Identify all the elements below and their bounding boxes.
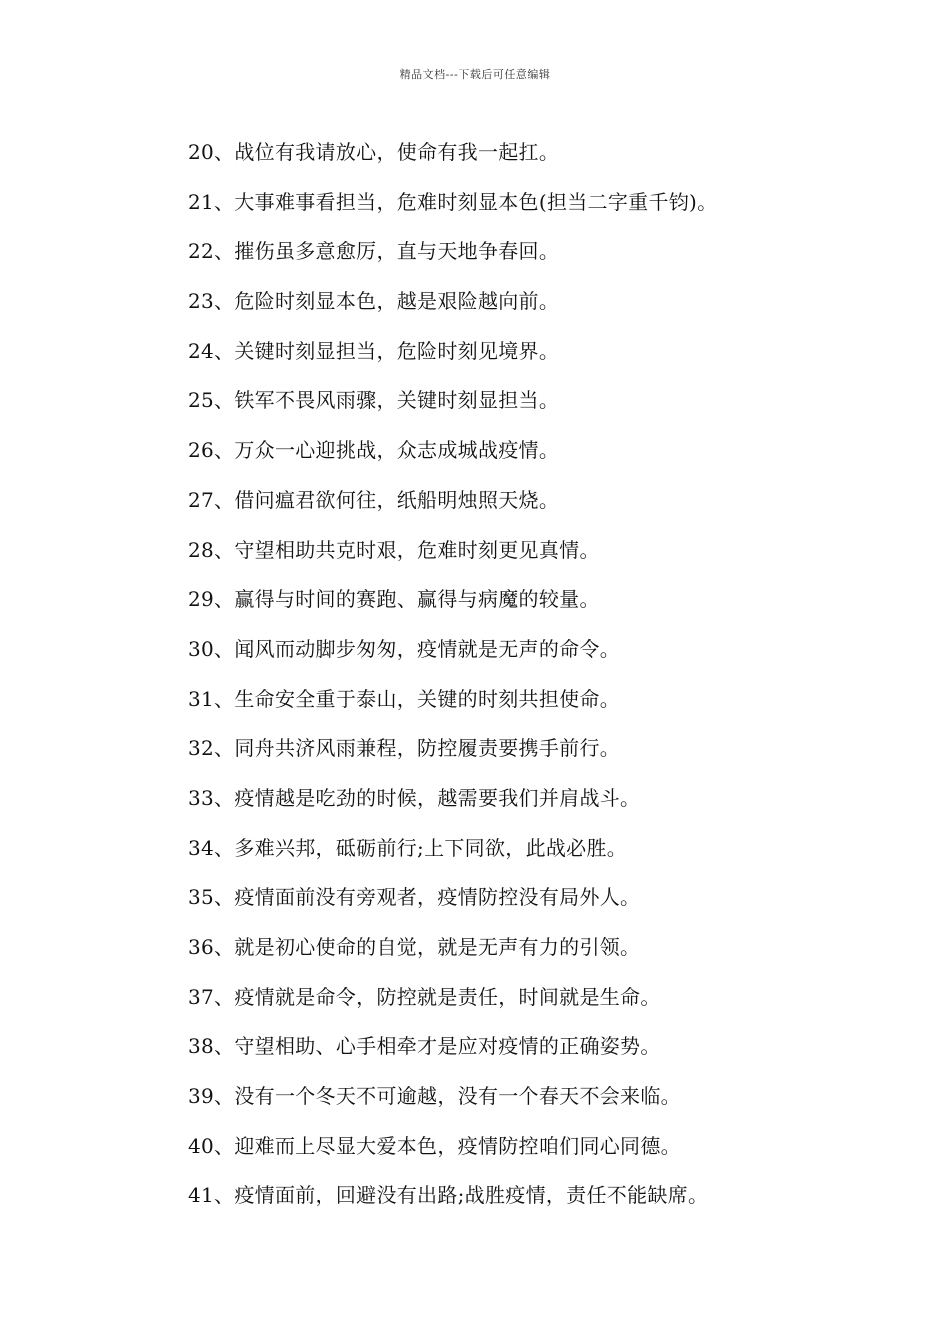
- list-item: 27、借问瘟君欲何往，纸船明烛照天烧。: [188, 487, 560, 512]
- list-item: 24、关键时刻显担当，危险时刻见境界。: [188, 338, 560, 363]
- page-header: 精品文档---下载后可任意编辑: [399, 68, 551, 81]
- slogan-list: [188, 134, 888, 1227]
- list-item: 34、多难兴邦，砥砺前行;上下同欲，此战必胜。: [188, 835, 628, 860]
- list-item: 37、疫情就是命令，防控就是责任，时间就是生命。: [188, 984, 661, 1009]
- list-item: 22、摧伤虽多意愈厉，直与天地争春回。: [188, 239, 560, 264]
- list-item: 29、赢得与时间的赛跑、赢得与病魔的较量。: [188, 587, 600, 612]
- list-item: 30、闻风而动脚步匆匆，疫情就是无声的命令。: [188, 636, 621, 661]
- list-item: 31、生命安全重于泰山，关键的时刻共担使命。: [188, 686, 621, 711]
- list-item: 40、迎难而上尽显大爱本色，疫情防控咱们同心同德。: [188, 1133, 681, 1158]
- list-item: 25、铁军不畏风雨骤，关键时刻显担当。: [188, 388, 560, 413]
- list-item: 23、危险时刻显本色，越是艰险越向前。: [188, 289, 560, 314]
- list-item: 41、疫情面前，回避没有出路;战胜疫情，责任不能缺席。: [188, 1183, 709, 1208]
- list-item: 21、大事难事看担当，危难时刻显本色(担当二字重千钧)。: [188, 189, 718, 214]
- list-item: 35、疫情面前没有旁观者，疫情防控没有局外人。: [188, 885, 641, 910]
- list-item: 26、万众一心迎挑战，众志成城战疫情。: [188, 438, 560, 463]
- list-item: 28、守望相助共克时艰，危难时刻更见真情。: [188, 537, 600, 562]
- list-item: 36、就是初心使命的自觉，就是无声有力的引领。: [188, 935, 641, 959]
- list-item: 39、没有一个冬天不可逾越，没有一个春天不会来临。: [188, 1084, 681, 1109]
- list-item: 32、同舟共济风雨兼程，防控履责要携手前行。: [188, 736, 621, 761]
- list-item: 33、疫情越是吃劲的时候，越需要我们并肩战斗。: [188, 785, 641, 810]
- list-item: 38、守望相助、心手相牵才是应对疫情的正确姿势。: [188, 1034, 661, 1059]
- list-item: 20、战位有我请放心，使命有我一起扛。: [188, 140, 560, 164]
